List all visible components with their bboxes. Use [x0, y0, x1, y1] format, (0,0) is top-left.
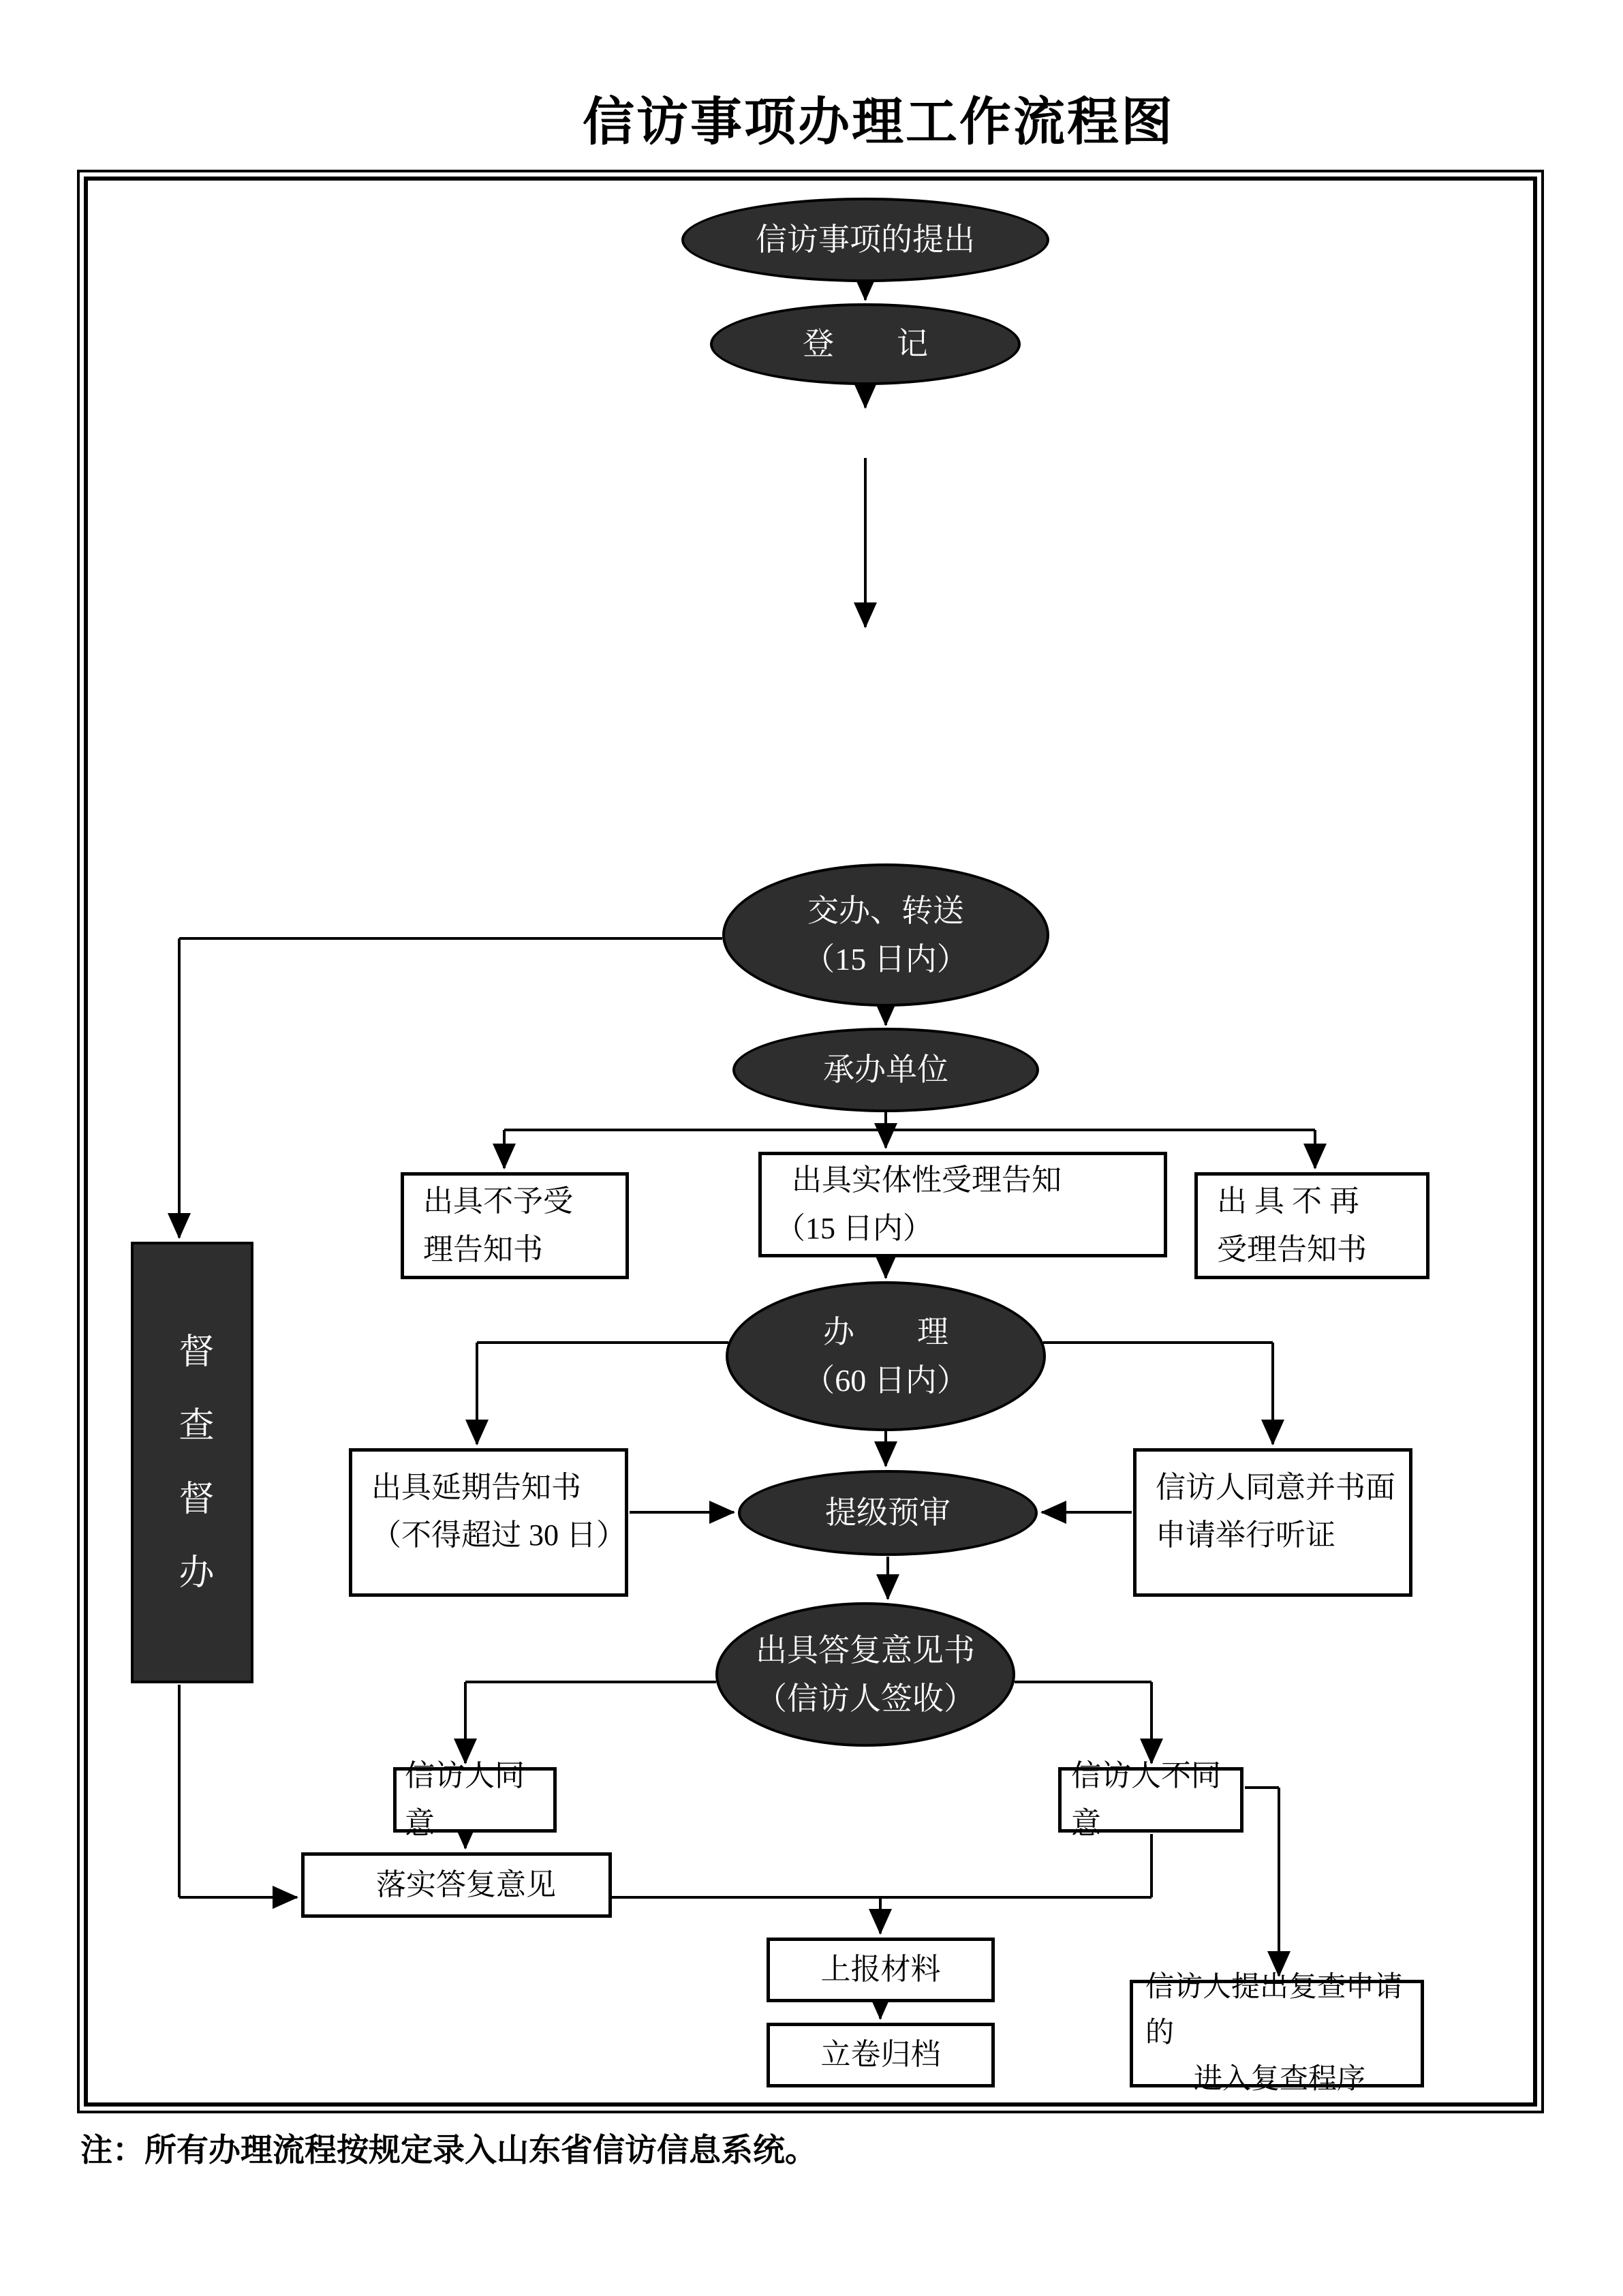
node-handle-line1: 办 理 — [823, 1314, 948, 1349]
node-substantive-line2: （15 日内） — [775, 1211, 933, 1245]
node-reply-ellipse — [715, 1602, 1015, 1747]
node-hearing-line2: 申请举行听证 — [1156, 1518, 1335, 1552]
node-disagree-box: 信访人不同意 — [1058, 1767, 1243, 1833]
node-submit-box: 上报材料 — [767, 1938, 995, 2002]
node-agree-box: 信访人同意 — [393, 1767, 557, 1833]
node-substantive-line1: 出具实体性受理告知 — [792, 1163, 1062, 1197]
node-hearing-line1: 信访人同意并书面 — [1156, 1471, 1395, 1504]
node-propose-ellipse: 信访事项的提出 — [681, 198, 1049, 282]
node-review-line1: 信访人提出复查申请的 — [1145, 1972, 1404, 2049]
node-no-more-accept-line1: 出 具 不 再 — [1217, 1184, 1359, 1219]
node-assign-transfer-ellipse — [722, 863, 1049, 1007]
node-register-ellipse: 登 记 — [710, 303, 1021, 385]
node-handle-line2: （60 日内） — [803, 1363, 968, 1398]
node-supervision-box — [131, 1242, 253, 1683]
node-handle-ellipse — [726, 1281, 1046, 1431]
node-assign-transfer-line1: 交办、转送 — [807, 893, 964, 928]
node-no-accept-box — [401, 1172, 629, 1279]
node-substantive-box — [758, 1152, 1167, 1257]
node-no-more-accept-line2: 受理告知书 — [1217, 1232, 1367, 1266]
node-extension-line2: （不得超过 30 日） — [371, 1518, 626, 1552]
node-extension-line1: 出具延期告知书 — [371, 1471, 581, 1504]
node-extension-box — [349, 1448, 628, 1597]
node-review-line2: 进入复查程序 — [1193, 2063, 1365, 2095]
footnote: 注：所有办理流程按规定录入山东省信访信息系统。 — [80, 2133, 817, 2169]
node-reply-line2: （信访人签收） — [756, 1681, 975, 1716]
node-implement-box: 落实答复意见 — [301, 1852, 612, 1918]
node-no-more-accept-box — [1194, 1172, 1429, 1279]
node-escalate-ellipse: 提级预审 — [738, 1470, 1038, 1556]
node-assign-transfer-line2: （15 日内） — [803, 942, 968, 977]
node-hearing-box — [1133, 1448, 1412, 1597]
node-no-accept-line2: 理告知书 — [423, 1232, 543, 1266]
node-supervision-label: 督查督办 — [173, 1332, 212, 1627]
node-review-box — [1130, 1972, 1424, 2095]
node-archive-box: 立卷归档 — [767, 2023, 995, 2087]
page-title: 信访事项办理工作流程图 — [583, 94, 1175, 151]
node-no-accept-line1: 出具不予受 — [423, 1184, 573, 1219]
node-undertaker-ellipse: 承办单位 — [732, 1028, 1039, 1112]
node-reply-line1: 出具答复意见书 — [756, 1632, 975, 1668]
